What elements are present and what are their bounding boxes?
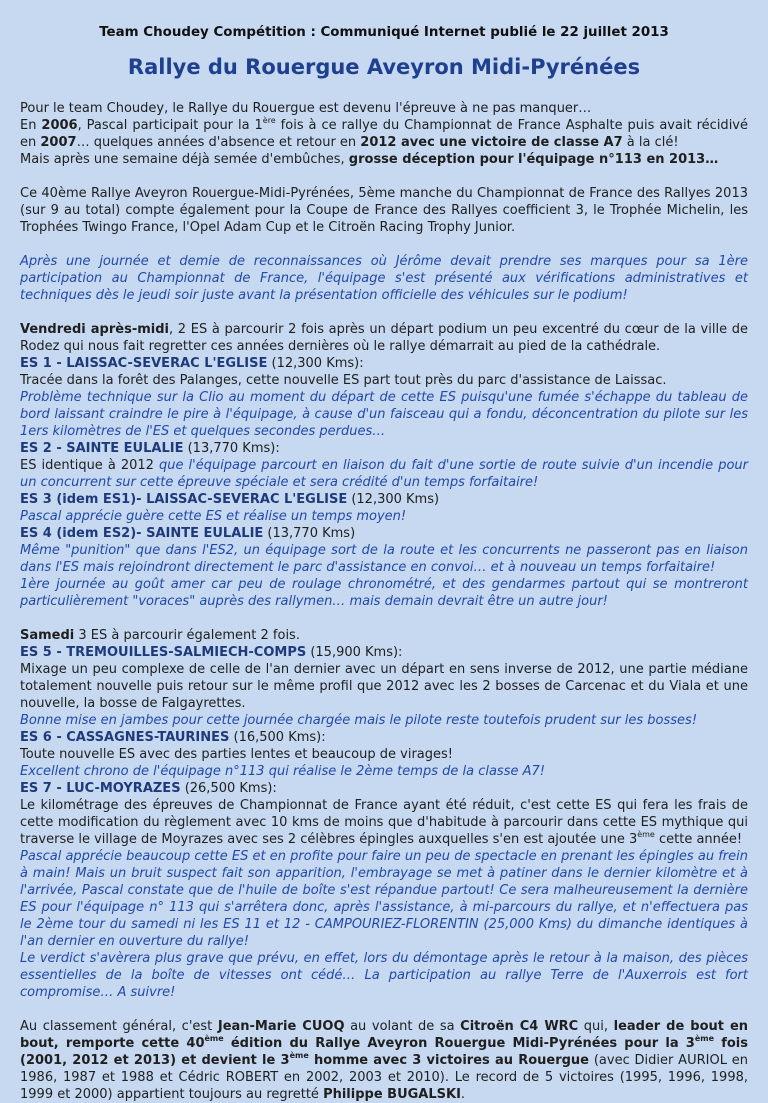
friday-section: Vendredi après-midi, 2 ES à parcourir 2 fois après un départ podium un peu excentré du cœur de la ville de Rodez qui nous fait regretter ces années dernières où le rallye démarrait au pied de la cathédrale. ES 1 - LAISSAC-SEVERAC L'EGLISE (12,300 Kms): Tracée dans la forêt des Palanges, cette nouvelle ES part tout près du parc d'assistance de Laissac. Problème technique sur la Clio au moment du départ de cette ES puisqu'une fumée s'échappe du tableau de bord laissant craindre le pire à l'équipage, à cause d'un faisceau qui a fondu, déconcentration du pilote sur les 1ers kilomètres de l'ES et quelques secondes perdues… ES 2 - SAINTE EULALIE (13,770 Kms): ES identique à 2012 que l'équipage parcourt en liaison du fait d'une sortie de route suivie d'un incendie pour un concurrent sur cette épreuve spéciale et sera crédité d'un temps forfaitaire! ES 3 (idem ES1)- LAISSAC-SEVERAC L'EGLISE (12,300 Kms) Pascal apprécie guère cette ES et réalise un temps moyen! ES 4 (idem ES2)- SAINTE EULALIE (13,770 Kms) Même "punition" que dans l'ES2, un équipage sort de la route et les concurrents ne passeront pas en liaison dans l'ES mais rejoindront directement le parc d'assistance en convoi… et à nouveau un temps forfaitaire! 1ère journée au goût amer car peu de roulage chronométré, et des gendarmes partout qui se montreront particulièrement "voraces" auprès des rallymen… mais demain devrait être un autre jour! [20, 322, 749, 609]
stage-es3-heading: ES 3 (idem ES1)- LAISSAC-SEVERAC L'EGLISE (12,300 Kms) [20, 492, 440, 507]
page [0, 24, 768, 1103]
stage-es6-heading: ES 6 - CASSAGNES-TAURINES (16,500 Kms): [20, 730, 326, 745]
intro-line-1: Pour le team Choudey, le Rallye du Rouergue est devenu l'épreuve à ne pas manquer… [20, 101, 592, 116]
intro-line-4: Mais après une semaine déjà semée d'embûches, grosse déception pour l'équipage n°113 en 2013… [20, 152, 719, 167]
page-header: Team Choudey Compétition : Communiqué Internet publié le 22 juillet 2013 [99, 25, 669, 40]
classement-paragraph: Au classement général, c'est Jean-Marie CUOQ au volant de sa Citroën C4 WRC qui, leader de bout en bout, remporte cette 40ème édition du Rallye Aveyron Rouergue Midi-Pyrénées pour la 3ème fois (2001, 2012 et 2013) et devient le 3ème homme avec 3 victoires au Rouergue (avec Didier AURIOL en 1986, 1987 et 1988 et Cédric ROBERT en 2002, 2003 et 2010). Le record de 5 victoires (1995, 1996, 1998, 1999 et 2000) appartient toujours au regretté Philippe BUGALSKI. [20, 1019, 749, 1102]
prelude-paragraph: Après une journée et demie de reconnaissances où Jérôme devait prendre ses marques pour sa 1ère participation au Championnat de France, l'équipage s'est présenté aux vérifications administratives et techniques dès le jeudi soir juste avant la présentation officielle des véhicules sur le podium! [20, 254, 748, 303]
stage-es2-heading: ES 2 - SAINTE EULALIE (13,770 Kms): [20, 441, 280, 456]
stage-es4-heading: ES 4 (idem ES2)- SAINTE EULALIE (13,770 Kms) [20, 526, 356, 541]
page-title: Rallye du Rouergue Aveyron Midi-Pyrénées [127, 55, 641, 79]
stage-es7-heading: ES 7 - LUC-MOYRAZES (26,500 Kms): [20, 781, 277, 796]
context-paragraph: Ce 40ème Rallye Aveyron Rouergue-Midi-Pyrénées, 5ème manche du Championnat de France des Rallyes 2013 (sur 9 au total) compte également pour la Coupe de France des Rallyes coefficient 3, le Trophée Michelin, les Trophées Twingo France, l'Opel Adam Cup et le Citroën Racing Trophy Junior. [20, 186, 748, 235]
intro-paragraph [20, 100, 748, 168]
intro-line-2: En 2006, Pascal participait pour la 1ère fois à ce rallye du Championnat de France Asphalte puis avait récidivé [20, 116, 748, 133]
saturday-section: Samedi 3 ES à parcourir également 2 fois. ES 5 - TREMOUILLES-SALMIECH-COMPS (15,900 Kms): Mixage un peu complexe de celle de l'an dernier avec un départ en sens inverse de 2012, une partie médiane totalement nouvelle puis retour sur le même profil que 2012 avec les 2 bosses de Carcenac et du Viala et une nouvelle, la bosse de Falgayrettes. Bonne mise en jambes pour cette journée chargée mais le pilote reste toutefois prudent sur les bosses! ES 6 - CASSAGNES-TAURINES (16,500 Kms): Toute nouvelle ES avec des parties lentes et beaucoup de virages! Excellent chrono de l'équipage n°113 qui réalise le 2ème temps de la classe A7! ES 7 - LUC-MOYRAZES (26,500 Kms): Le kilométrage des épreuves de Championnat de France ayant été réduit, c'est cette ES qui fera les frais de cette modification du règlement avec 10 kms de moins que d'habitude à parcourir dans cette ES mythique qui traverse le village de Moyrazes avec ses 2 célèbres épingles auxquelles s'en est ajoutée une 3ème cette année! Pascal apprécie beaucoup cette ES et en profite pour faire un peu de spectacle en prenant les épingles au frein à main! Mais un bruit suspect fait son apparition, l'embrayage se met à patiner dans le dernier kilomètre et à l'arrivée, Pascal constate que de l'huile de boîte s'est répandue partout! Ce sera malheureusement la dernière ES pour l'équipage n° 113 qui s'arrêtera donc, après l'assistance, à mi-parcours du rallye, et n'effectuera pas le 2ème tour du samedi ni les ES 11 et 12 - CAMPOURIEZ-FLORENTIN (25,000 Kms) du dimanche identiques à l'an dernier en ouverture du rallye! Le verdict s'avèrera plus grave que prévu, en effet, lors du démontage après le retour à la maison, des pièces essentielles de la boîte de vitesses ont cédé… La participation au rallye Terre de l'Auxerrois est fort compromise… A suivre! [20, 628, 748, 1000]
stage-es1-heading: ES 1 - LAISSAC-SEVERAC L'EGLISE (12,300 Kms): [20, 356, 364, 371]
stage-es5-heading: ES 5 - TREMOUILLES-SALMIECH-COMPS (15,900 Kms): [20, 645, 403, 660]
intro-line-3: en 2007… quelques années d'absence et retour en 2012 avec une victoire de classe A7 à la clé! [20, 135, 679, 150]
